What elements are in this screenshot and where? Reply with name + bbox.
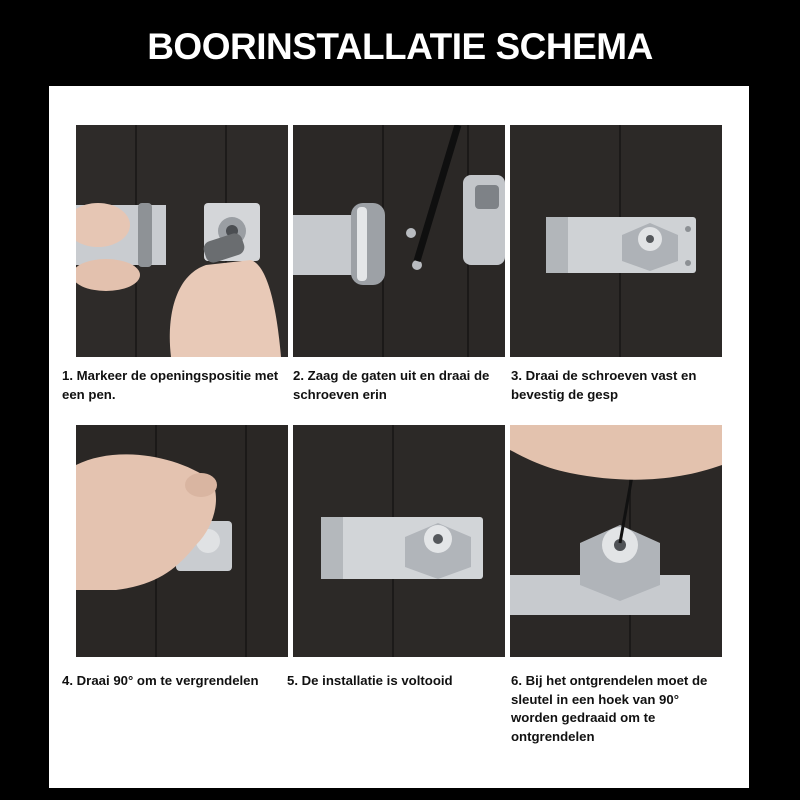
step-1-illustration — [76, 125, 288, 357]
step-1-caption: 1. Markeer de openingspositie met een pen. — [62, 368, 279, 402]
step-2-caption: 2. Zaag de gaten uit en draai de schroeven erin — [293, 368, 490, 402]
step-5-photo — [293, 425, 505, 657]
step-3-photo — [510, 125, 722, 357]
step-3-illustration — [510, 125, 722, 357]
step-4-illustration — [76, 425, 288, 657]
step-6-photo — [510, 425, 722, 657]
step-6-illustration — [510, 425, 722, 657]
instruction-panel — [49, 86, 749, 788]
step-5-caption: 5. De installatie is voltooid — [287, 673, 453, 688]
step-3-caption: 3. Draai de schroeven vast en bevestig de gesp — [511, 368, 697, 402]
page-title: BOORINSTALLATIE SCHEMA — [147, 26, 653, 67]
step-2-illustration — [293, 125, 505, 357]
step-4-caption: 4. Draai 90° om te vergrendelen — [62, 673, 259, 688]
step-1-photo — [76, 125, 288, 357]
step-4-photo — [76, 425, 288, 657]
step-5-illustration — [293, 425, 505, 657]
step-2-photo — [293, 125, 505, 357]
step-6-caption: 6. Bij het ontgrendelen moet de sleutel in een hoek van 90° worden gedraaid om te ontgrendelen — [511, 673, 708, 744]
